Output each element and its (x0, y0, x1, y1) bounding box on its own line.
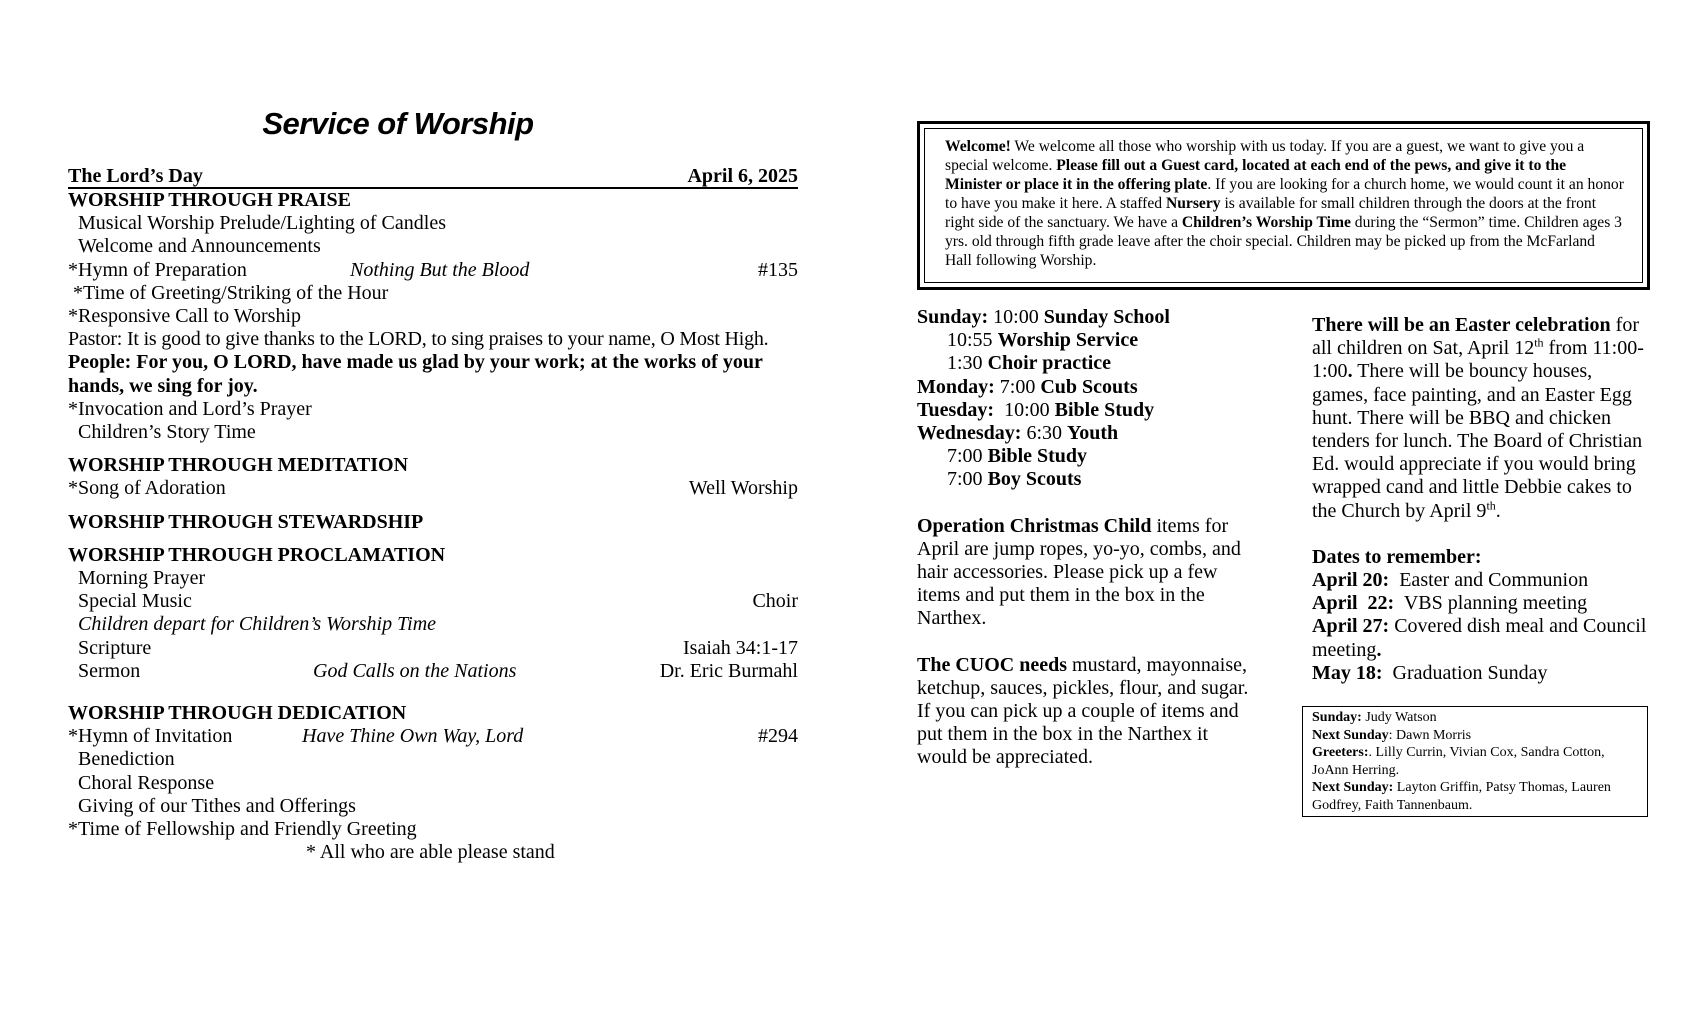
occ-text: items for April are jump ropes, yo-yo, combs, and hair accessories. Please pick up a few items and put them in the box in the Narthex. (917, 514, 1241, 630)
sermon-row (68, 660, 798, 683)
day-label: The Lord’s Day (68, 165, 203, 187)
greeters-next-sunday (1312, 779, 1639, 814)
monday-time: 7:00 (994, 375, 1041, 398)
giving-item: Giving of our Tithes and Offerings (78, 794, 356, 817)
volunteers-box (1302, 706, 1648, 817)
pastor-line: Pastor: It is good to give thanks to the LORD, to sing praises to your name, O Most High. (68, 328, 769, 351)
tuesday-time: 10:00 (994, 398, 1055, 421)
welcome-item: Welcome and Announcements (78, 235, 321, 258)
date-item-4 (1312, 662, 1652, 685)
schedule-sunday-3 (917, 352, 1257, 375)
sunday-time-2: 10:55 (947, 329, 998, 352)
wednesday-label: Wednesday: (917, 422, 1022, 445)
date-3: April 27: (1312, 615, 1390, 638)
special-music-label: Special Music (78, 590, 192, 613)
event-3: Covered dish meal and Council meeting (1312, 615, 1647, 661)
prelude-item: Musical Worship Prelude/Lighting of Candles (78, 212, 446, 235)
easter-text-4: . (1495, 499, 1501, 522)
childrens-worship-label: Children’s Worship Time (1181, 214, 1351, 231)
sunday-time-1: 10:00 (988, 306, 1044, 328)
easter-sup-1: th (1534, 335, 1544, 350)
people-response: People: For you, O LORD, have made us glad by your work; at the works of your hands, we sing for joy. (68, 351, 763, 397)
welcome-text-1: We welcome all those who worship with us today. If you are a guest, we want to give you a special welcome. (945, 138, 1585, 174)
hymn-invitation-number: #294 (758, 725, 798, 748)
event-1: Easter and Communion (1389, 569, 1589, 592)
greeting-item: *Time of Greeting/Striking of the Hour (73, 281, 389, 304)
date-line (68, 166, 798, 189)
tuesday-event: Bible Study (1054, 398, 1155, 421)
schedule-wednesday-3 (917, 468, 1257, 491)
volunteer-sunday-label: Sunday: (1312, 710, 1362, 725)
cuoc-text: mustard, mayonnaise, ketchup, sauces, pickles, flour, and sugar. If you can pick up a couple of items and put them in the box in the Narthex it would be appreciated. (917, 653, 1249, 769)
date-item-2 (1312, 592, 1652, 615)
volunteer-next-label: Next Sunday (1312, 727, 1389, 743)
event-4: Graduation Sunday (1382, 661, 1548, 684)
sermon-title: God Calls on the Nations (313, 659, 517, 682)
hymn-invitation-title: Have Thine Own Way, Lord (302, 725, 524, 748)
cuoc-lead: The CUOC needs (917, 653, 1068, 676)
date-4: May 18: (1312, 661, 1383, 684)
page-title: Service of Worship (262, 106, 534, 141)
cuoc-announcement (917, 654, 1257, 770)
hymn-preparation-label: *Hymn of Preparation (68, 258, 247, 281)
greeters-next-label: Next Sunday: (1312, 780, 1394, 795)
wednesday-event-1: Youth (1067, 422, 1119, 445)
schedule-sunday (917, 306, 1257, 329)
morning-prayer-item: Morning Prayer (78, 567, 206, 590)
date-item-3 (1312, 615, 1652, 661)
hymn-preparation-title: Nothing But the Blood (350, 258, 530, 281)
choral-response-item: Choral Response (78, 771, 215, 794)
scripture-label: Scripture (78, 636, 152, 659)
occ-announcement (917, 515, 1257, 631)
proclamation-heading: WORSHIP THROUGH PROCLAMATION (68, 543, 446, 566)
greeters-value: . Lilly Currin, Vivian Cox, Sandra Cotton, JoAnn Herring. (1312, 745, 1605, 778)
weekly-schedule-column (917, 306, 1257, 770)
easter-text-1: for all children on Sat, April 12 (1312, 314, 1639, 360)
special-music-value: Choir (752, 590, 798, 613)
sunday-time-3: 1:30 (947, 352, 988, 375)
sunday-event-3: Choir practice (987, 352, 1112, 375)
dates-heading: Dates to remember: (1312, 545, 1482, 568)
special-music-row (68, 590, 798, 613)
monday-label: Monday: (917, 375, 995, 398)
service-date: April 6, 2025 (687, 165, 798, 187)
invocation-item: *Invocation and Lord’s Prayer (68, 397, 312, 420)
wednesday-event-3: Boy Scouts (987, 468, 1082, 491)
monday-event: Cub Scouts (1040, 375, 1138, 398)
easter-sup-2: th (1486, 497, 1496, 512)
greeters-next-value: Layton Griffin, Patsy Thomas, Lauren Godfrey, Faith Tannenbaum. (1312, 780, 1611, 813)
date-item-1 (1312, 569, 1652, 592)
greeters (1312, 744, 1639, 779)
meditation-heading: WORSHIP THROUGH MEDITATION (68, 454, 409, 477)
schedule-wednesday-2 (917, 445, 1257, 468)
events-column (1312, 314, 1652, 685)
dedication-heading: WORSHIP THROUGH DEDICATION (68, 702, 407, 725)
tuesday-label: Tuesday: (917, 398, 995, 421)
guest-card-instruction: Please fill out a Guest card, located at each end of the pews, and give it to the Minister or place it in the offering plate (945, 157, 1567, 193)
welcome-lead: Welcome! (945, 138, 1011, 155)
benediction-item: Benediction (78, 748, 175, 771)
nursery-label: Nursery (1166, 195, 1221, 212)
sunday-label: Sunday: (917, 306, 989, 328)
song-adoration-row (68, 477, 798, 500)
order-of-service (68, 104, 798, 864)
volunteer-next-sunday (1312, 727, 1639, 745)
scripture-row (68, 637, 798, 660)
schedule-wednesday (917, 422, 1257, 445)
date-2: April 22: (1312, 592, 1395, 615)
schedule-tuesday (917, 399, 1257, 422)
scripture-reference: Isaiah 34:1-17 (683, 636, 798, 659)
praise-heading: WORSHIP THROUGH PRAISE (68, 189, 352, 211)
welcome-text (924, 128, 1643, 283)
volunteer-sunday-value: Judy Watson (1361, 710, 1437, 725)
easter-text-3: There will be bouncy houses, games, face painting, and an Easter Egg hunt. There will be BBQ and chicken tenders for lunch. The Board of Christian Ed. would appreciate if you would bring wrapped cand and little Debbie cakes to the Church by April 9 (1312, 360, 1643, 522)
stewardship-heading: WORSHIP THROUGH STEWARDSHIP (68, 510, 424, 533)
easter-announcement (1312, 314, 1652, 523)
song-adoration-title: Well Worship (688, 477, 798, 500)
call-to-worship-item: *Responsive Call to Worship (68, 305, 302, 328)
schedule-monday (917, 376, 1257, 399)
hymn-invitation-label: *Hymn of Invitation (68, 725, 233, 748)
sermon-speaker: Dr. Eric Burmahl (659, 659, 798, 682)
easter-text-2: from 11:00-1:00 (1312, 337, 1644, 383)
fellowship-item: *Time of Fellowship and Friendly Greeting (68, 818, 417, 841)
event-2: VBS planning meeting (1394, 592, 1588, 615)
welcome-text-2: . If you are looking for a church home, we would count it an honor to have you make it here. A staffed (945, 176, 1624, 212)
stand-note: * All who are able please stand (306, 841, 555, 864)
wednesday-time-1: 6:30 (1021, 422, 1068, 445)
event-3-dot: . (1376, 638, 1382, 661)
song-adoration-label: *Song of Adoration (68, 477, 226, 500)
greeters-label: Greeters: (1312, 745, 1369, 760)
hymn-invitation-row (68, 725, 798, 748)
hymn-preparation-row (68, 259, 798, 282)
easter-lead: There will be an Easter celebration (1312, 314, 1611, 336)
welcome-text-4: during the “Sermon” time. Children ages 3 yrs. old through fifth grade leave after the choir special. Children may be picked up from the McFarland Hall following Worship. (945, 214, 1622, 269)
hymn-preparation-number: #135 (758, 258, 798, 281)
wednesday-event-2: Bible Study (987, 445, 1088, 468)
childrens-story-item: Children’s Story Time (78, 421, 256, 444)
sermon-label: Sermon (78, 659, 141, 682)
wednesday-time-3: 7:00 (947, 468, 988, 491)
children-depart-note: Children depart for Children’s Worship Time (78, 613, 437, 636)
dates-to-remember (1312, 546, 1652, 685)
sunday-event-1: Sunday School (1043, 306, 1170, 328)
easter-dot: . (1347, 360, 1353, 383)
volunteer-sunday (1312, 709, 1639, 727)
welcome-box (917, 121, 1650, 290)
wednesday-time-2: 7:00 (947, 445, 988, 468)
occ-lead: Operation Christmas Child (917, 514, 1152, 537)
schedule-sunday-2 (917, 329, 1257, 352)
welcome-text-3: is available for small children through the doors at the front right side of the sanctuary. We have a (945, 195, 1597, 231)
volunteer-next-value: : Dawn Morris (1388, 727, 1472, 743)
sunday-event-2: Worship Service (997, 329, 1139, 352)
date-1: April 20: (1312, 569, 1390, 592)
